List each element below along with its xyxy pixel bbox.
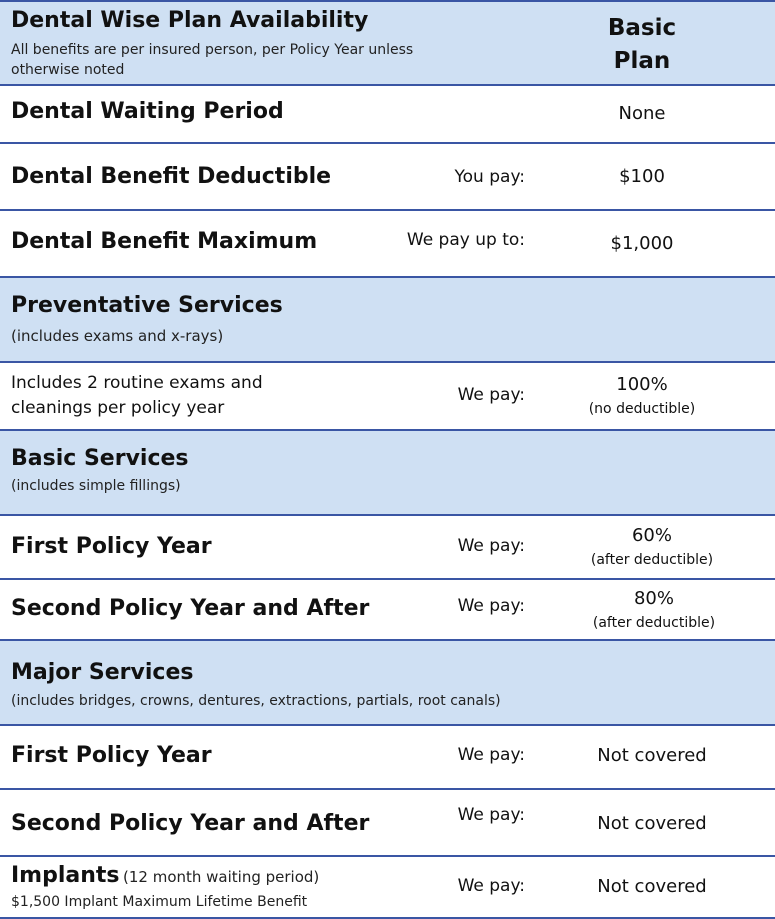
major-first-year-value: Not covered [597,745,707,766]
preventative-item-row [0,363,775,431]
major-second-year-row [0,790,775,857]
deductible-pay-label: You pay: [454,167,525,187]
maximum-row [0,211,775,278]
table-title: Dental Wise Plan Availability [11,8,369,33]
preventative-section-header [0,278,775,363]
maximum-label: Dental Benefit Maximum [11,229,318,254]
major-first-year-label: First Policy Year [11,743,212,768]
major-second-year-pay-label: We pay: [457,805,525,825]
preventative-title: Preventative Services [11,293,283,318]
major-second-year-label: Second Policy Year and After [11,811,370,836]
waiting-period-label: Dental Waiting Period [11,99,284,124]
plan-heading [572,12,712,78]
implants-waiting-note: (12 month waiting period) [123,868,320,886]
basic-first-year-value: 60% [631,525,672,546]
basic-second-year-pay-label: We pay: [457,596,525,616]
basic-section-header [0,431,775,516]
plan-heading-line2: Plan [613,48,671,74]
waiting-period-value: None [618,103,666,124]
basic-first-year-label: First Policy Year [11,534,212,559]
header-row [0,0,775,86]
plan-heading-line1: Basic [607,15,677,41]
deductible-row [0,144,775,211]
major-subtitle: (includes bridges, crowns, dentures, extractions, partials, root canals) [11,693,501,709]
major-first-year-pay-label: We pay: [457,745,525,765]
major-title: Major Services [11,660,194,685]
preventative-item-label: Includes 2 routine exams and cleanings per policy year [11,373,263,418]
implants-lifetime-note: $1,500 Implant Maximum Lifetime Benefit [11,894,308,910]
deductible-value: $100 [619,166,665,187]
major-first-year-row [0,726,775,790]
basic-second-year-label: Second Policy Year and After [11,596,370,621]
basic-first-year-row [0,516,775,580]
preventative-value: 100% [616,374,668,395]
basic-second-year-row [0,580,775,641]
preventative-subtitle: (includes exams and x-rays) [11,327,224,345]
basic-first-year-pay-label: We pay: [457,536,525,556]
preventative-note: (no deductible) [588,401,696,417]
preventative-pay-label: We pay: [457,385,525,405]
implants-pay-label: We pay: [457,876,525,896]
deductible-label: Dental Benefit Deductible [11,164,332,189]
basic-second-year-value: 80% [633,588,674,609]
implants-value: Not covered [597,876,707,897]
major-second-year-value: Not covered [597,813,707,834]
basic-first-year-note: (after deductible) [590,552,714,568]
implants-label: Implants [11,863,120,888]
major-section-header [0,641,775,726]
implants-row [0,857,775,919]
basic-title: Basic Services [11,446,189,471]
basic-subtitle: (includes simple fillings) [11,478,181,494]
maximum-pay-label: We pay up to: [406,230,525,250]
basic-second-year-note: (after deductible) [592,615,716,631]
waiting-period-row [0,86,775,144]
table-subtitle: All benefits are per insured person, per Policy Year unless otherwise noted [11,42,414,78]
maximum-value: $1,000 [610,233,674,254]
